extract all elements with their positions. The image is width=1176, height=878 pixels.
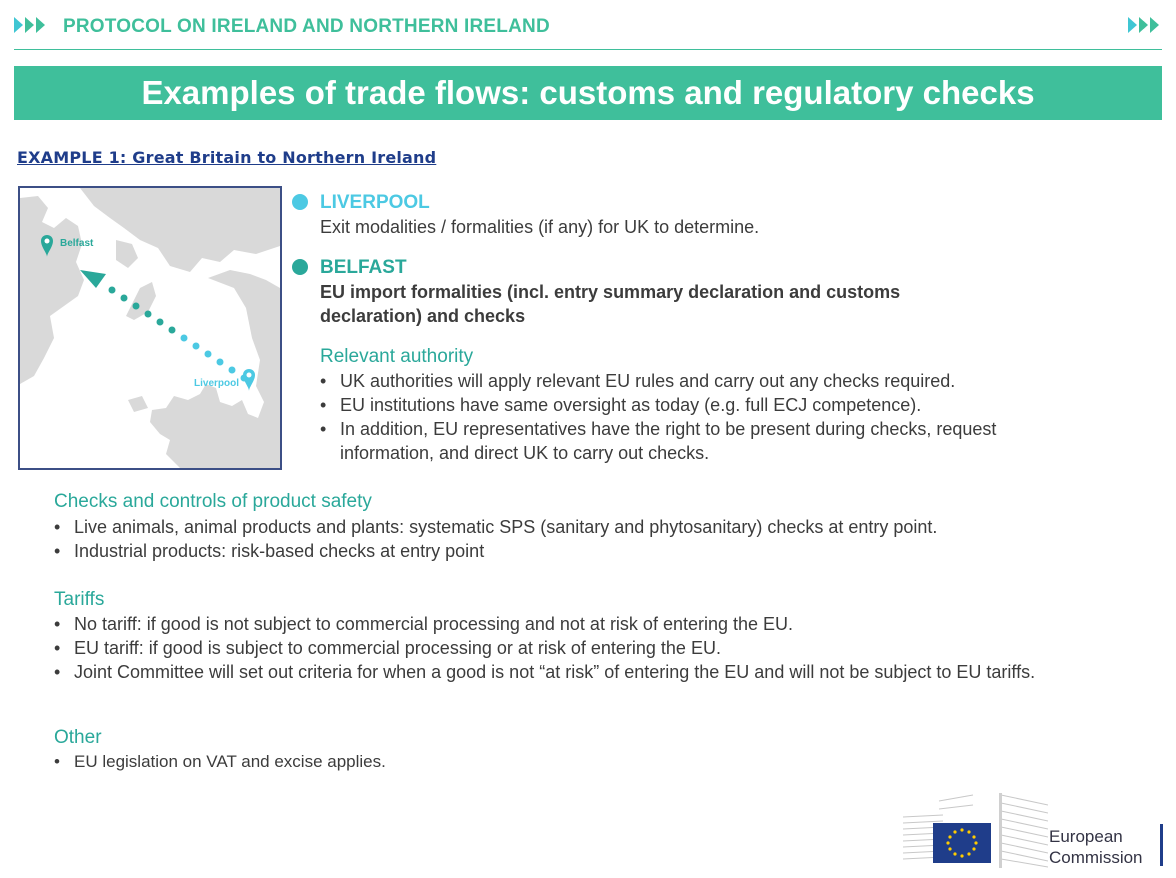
map-figure	[18, 186, 282, 470]
liverpool-text: Exit modalities / formalities (if any) for UK to determine.	[320, 217, 760, 237]
logo-text	[1049, 826, 1143, 868]
header-arrows-left-icon	[14, 17, 47, 33]
belfast-text-line2: declaration) and checks	[320, 306, 526, 326]
list-item: • Industrial products: risk-based checks at entry point	[52, 539, 1072, 563]
belfast-text-line1: EU import formalities (incl. entry summary declaration and customs	[320, 282, 901, 302]
logo-bar	[1160, 824, 1163, 866]
tariffs-heading: Tariffs	[54, 589, 105, 610]
list-item: • EU tariff: if good is subject to commercial processing or at risk of entering the EU.	[52, 636, 1052, 660]
liverpool-heading: LIVERPOOL	[320, 192, 430, 213]
belfast-marker-icon	[292, 259, 308, 275]
example-heading: EXAMPLE 1: Great Britain to Northern Ireland	[17, 148, 437, 167]
relevant-authority-heading: Relevant authority	[320, 346, 474, 367]
list-item: • No tariff: if good is not subject to commercial processing and not at risk of entering the EU.	[52, 612, 1052, 636]
liverpool-marker-icon	[292, 194, 308, 210]
product-safety-list	[52, 515, 1072, 563]
map-label-liverpool: Liverpool	[194, 378, 240, 389]
belfast-heading: BELFAST	[320, 257, 407, 278]
tariffs-list	[52, 612, 1052, 684]
page-title: Examples of trade flows: customs and regulatory checks	[14, 66, 1162, 120]
list-item: • EU legislation on VAT and excise applies.	[52, 750, 1052, 774]
list-item: • In addition, EU representatives have the right to be present during checks, request information, and direct UK to carry out checks.	[318, 417, 1038, 465]
product-safety-heading: Checks and controls of product safety	[54, 491, 372, 512]
berlaymont-building-icon	[903, 793, 1048, 868]
logo-text-line1: European	[1049, 827, 1123, 846]
other-list	[52, 750, 1052, 774]
map-illustration	[20, 188, 280, 468]
list-item: • Live animals, animal products and plants: systematic SPS (sanitary and phytosanitary) checks at entry point.	[52, 515, 1072, 539]
relevant-authority-list	[318, 369, 1038, 465]
list-item: • Joint Committee will set out criteria for when a good is not “at risk” of entering the EU and will not be subject to EU tariffs.	[52, 660, 1052, 684]
header-arrows-right-icon	[1128, 17, 1161, 33]
map-label-belfast: Belfast	[60, 238, 94, 249]
header-title: PROTOCOL ON IRELAND AND NORTHERN IRELAND	[63, 16, 550, 37]
other-heading: Other	[54, 727, 102, 748]
list-item: • UK authorities will apply relevant EU rules and carry out any checks required.	[318, 369, 1038, 393]
header-divider	[14, 49, 1162, 50]
list-item: • EU institutions have same oversight as today (e.g. full ECJ competence).	[318, 393, 1038, 417]
logo-text-line2: Commission	[1049, 848, 1143, 867]
